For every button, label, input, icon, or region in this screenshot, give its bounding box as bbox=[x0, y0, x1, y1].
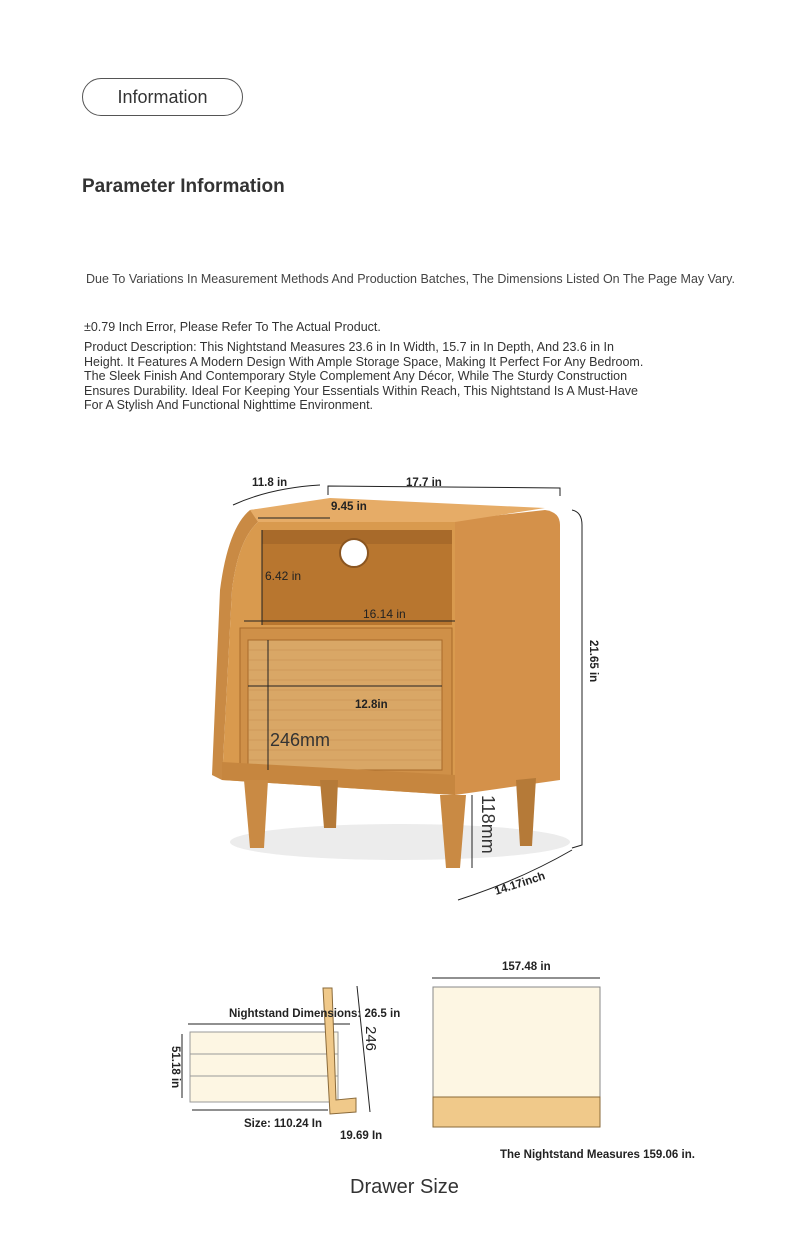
dim-nightstand: Nightstand Dimensions: 26.5 in bbox=[229, 1008, 401, 1020]
information-label: Information bbox=[117, 86, 208, 107]
drawer-size-title: Drawer Size bbox=[350, 1176, 459, 1198]
dim-measures: The Nightstand Measures 159.06 in. bbox=[500, 1149, 695, 1161]
dim-front-width: 157.48 in bbox=[502, 961, 551, 973]
information-tab[interactable] bbox=[82, 78, 243, 116]
dim-drawer-height: 246mm bbox=[270, 730, 331, 750]
product-description: Product Description: This Nightstand Measures 23.6 in In Width, 15.7 in In Depth, And 23.6 in In Height. It Features A Modern Design With Ample Storage Space, Making It Perfect For Any Bedroom. The Sleek Finish And Contemporary Style Complement Any Décor, While The Sturdy Construction Ensures Durability. Ideal For Keeping Your Essentials Within Reach, This Nightstand Is A Must-Have For A Stylish And Functional Nighttime Environment. bbox=[84, 340, 644, 412]
dim-size: Size: 110.24 In bbox=[244, 1118, 322, 1130]
dim-width-top: 17.7 in bbox=[406, 477, 442, 489]
dim-246: 246 bbox=[362, 1026, 379, 1052]
error-note: ±0.79 Inch Error, Please Refer To The Actual Product. bbox=[84, 320, 381, 334]
dim-side-height: 51.18 in bbox=[169, 1046, 181, 1089]
dim-leg-height: 118mm bbox=[478, 795, 498, 854]
drawer-front-diagram bbox=[420, 955, 720, 1170]
dim-inner-top: 9.45 in bbox=[331, 501, 367, 513]
drawer-side-diagram bbox=[160, 980, 410, 1150]
dim-inner-width: 16.14 in bbox=[363, 607, 406, 621]
dim-depth-top: 11.8 in bbox=[252, 477, 288, 489]
cable-hole bbox=[340, 539, 368, 567]
dim-shelf-height: 6.42 in bbox=[265, 569, 302, 583]
side-panel bbox=[455, 510, 560, 795]
drawer-bottom-rail bbox=[433, 1097, 600, 1127]
measurement-notice: Due To Variations In Measurement Methods And Production Batches, The Dimensions Listed On The Page May Vary. bbox=[86, 272, 735, 286]
dim-depth-bottom: 14.17inch bbox=[493, 870, 547, 898]
dim-side-depth: 19.69 In bbox=[340, 1130, 383, 1142]
nightstand-illustration bbox=[0, 450, 790, 930]
drawer-side-body bbox=[190, 1032, 338, 1102]
rattan-panel bbox=[248, 640, 442, 770]
dim-drawer-width: 12.8in bbox=[355, 699, 388, 711]
leg-back-left bbox=[320, 780, 338, 828]
section-title: Parameter Information bbox=[82, 176, 285, 197]
dim-total-height: 21.65 in bbox=[587, 640, 599, 683]
